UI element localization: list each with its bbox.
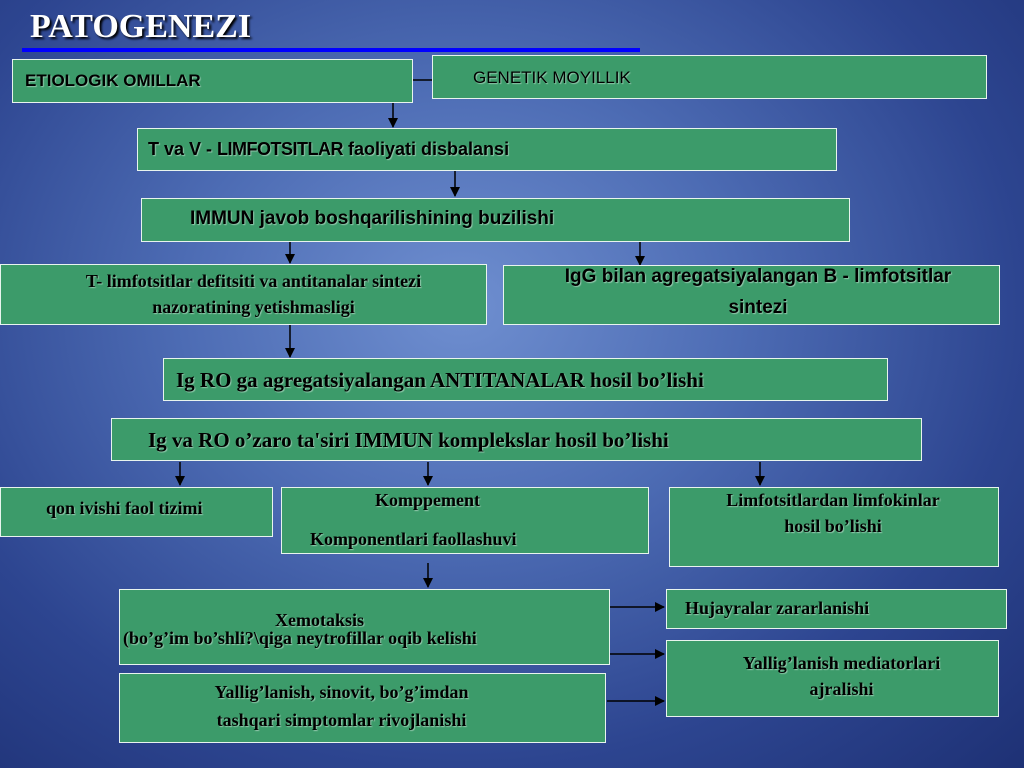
simptom-line2: tashqari simptomlar rivojlanishi bbox=[216, 710, 467, 730]
page-title: PATOGENEZI bbox=[30, 8, 252, 45]
igg-line2: sintezi bbox=[728, 297, 788, 318]
t-va-v-part3: faoliyati disbalansi bbox=[343, 139, 510, 159]
box-komplement bbox=[281, 487, 649, 554]
mediator-line2: ajralishi bbox=[809, 679, 874, 699]
etiologik-label: ETIOLOGIK OMILLAR bbox=[25, 71, 201, 90]
box-ig-va-ro-immun-kompleks bbox=[111, 418, 922, 461]
simptom-line1: Yallig’lanish, sinovit, bo’g’imdan bbox=[214, 682, 469, 702]
box-ig-ro-antitanalar bbox=[163, 358, 888, 401]
t-limf-line2: nazoratining yetishmasligi bbox=[152, 297, 355, 317]
box-simptomlar bbox=[119, 673, 606, 743]
box-t-va-v-limfotsitlar bbox=[137, 128, 837, 171]
genetik-label: GENETIK MOYILLIK bbox=[473, 68, 631, 87]
t-va-v-part2: LIMFOTSITLAR bbox=[217, 139, 344, 159]
qon-label: qon ivishi faol tizimi bbox=[46, 498, 203, 518]
box-igg-agregatsiya bbox=[503, 265, 1000, 325]
box-limfokinlar bbox=[669, 487, 999, 567]
box-genetik-moyillik bbox=[432, 55, 987, 99]
hujayra-label: Hujayralar zararlanishi bbox=[685, 598, 870, 618]
xemotaksis-line2: (bo’g’im bo’shli?\qiga neytrofillar oqib kelishi bbox=[123, 628, 477, 648]
box-mediatorlar bbox=[666, 640, 999, 717]
t-va-v-label bbox=[148, 139, 509, 160]
t-limf-line1: T- limfotsitlar defitsiti va antitanalar sintezi bbox=[85, 271, 422, 291]
limfokin-line2: hosil bo’lishi bbox=[784, 516, 882, 536]
xemotaksis-line1: Xemotaksis bbox=[275, 610, 364, 630]
immun-javob-label: IMMUN javob boshqarilishining buzilishi bbox=[190, 208, 555, 229]
limfokin-line1: Limfotsitlardan limfokinlar bbox=[726, 490, 940, 510]
box-hujayralar-zararlanishi bbox=[666, 589, 1007, 629]
ig-ro-label: Ig RO ga agregatsiyalangan ANTITANALAR hosil bo’lishi bbox=[176, 368, 704, 392]
mediator-line1: Yallig’lanish mediatorlari bbox=[742, 653, 941, 673]
ig-va-ro-label: Ig va RO o’zaro ta'siri IMMUN komplekslar hosil bo’lishi bbox=[148, 428, 669, 452]
komplement-line2: Komponentlari faollashuvi bbox=[310, 529, 517, 549]
box-immun-javob bbox=[141, 198, 850, 242]
igg-line1: IgG bilan agregatsiyalangan B - limfotsitlar bbox=[564, 266, 952, 287]
box-xemotaksis bbox=[119, 589, 610, 665]
box-qon-ivishi bbox=[0, 487, 273, 537]
box-etiologik-omillar bbox=[12, 59, 413, 103]
komplement-line1: Komppement bbox=[375, 490, 480, 510]
box-t-limfotsitlar-defitsiti bbox=[0, 264, 487, 325]
t-va-v-part1: T va V - bbox=[148, 139, 218, 159]
